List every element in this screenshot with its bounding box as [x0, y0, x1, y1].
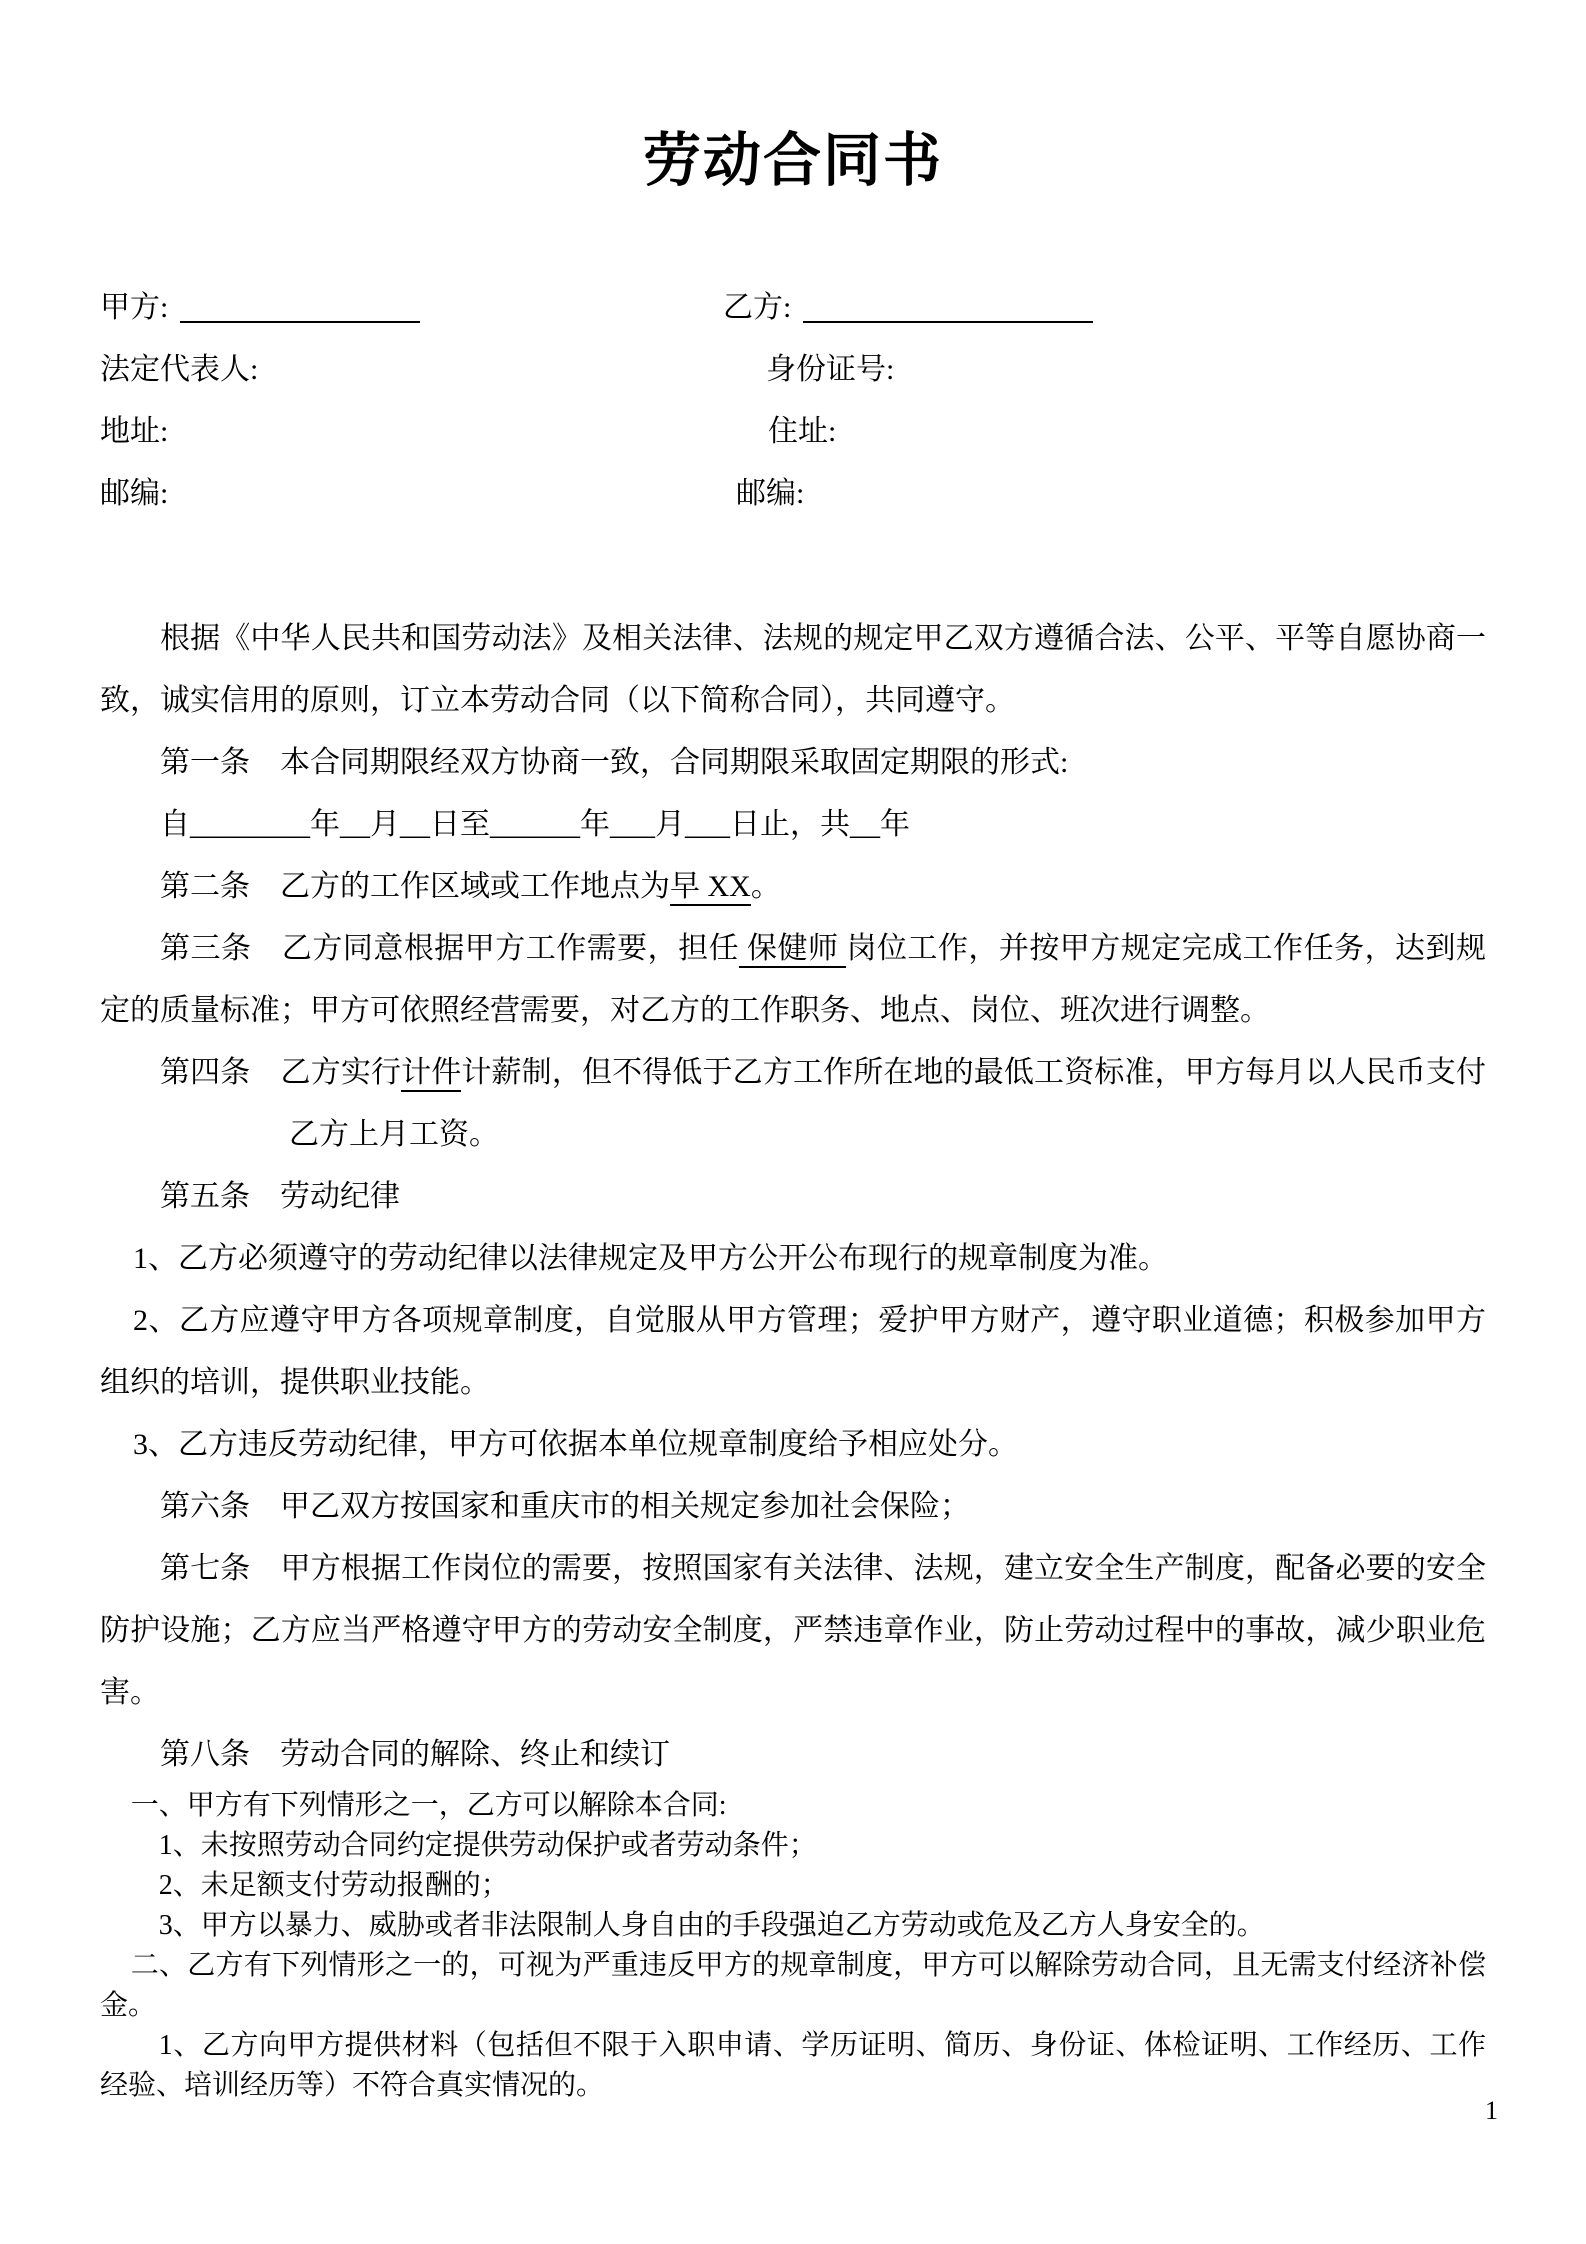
- intro-paragraph: 根据《中华人民共和国劳动法》及相关法律、法规的规定甲乙双方遵循合法、公平、平等自愿协商一致，诚实信用的原则，订立本劳动合同（以下简称合同），共同遵守。: [100, 621, 1486, 717]
- contract-body: [100, 608, 1486, 1786]
- clause-5: 第五条 劳动纪律: [160, 1179, 400, 1213]
- party-b-group: [723, 282, 1093, 326]
- clause-7: 第七条 甲方根据工作岗位的需要，按照国家有关法律、法规，建立安全生产制度，配备必要的安全防护设施；乙方应当严格遵守甲方的劳动安全制度，严禁违章作业，防止劳动过程中的事故，减少职业危害。: [100, 1551, 1486, 1709]
- clause-8-detail-section: [100, 1786, 1486, 2106]
- parties-header: [100, 282, 1486, 530]
- clause-6: 第六条 甲乙双方按国家和重庆市的相关规定参加社会保险；: [160, 1489, 970, 1523]
- clause-4: [100, 1042, 1486, 1166]
- section-1-item-3: 3、甲方以暴力、威胁或者非法限制人身自由的手段强迫乙方劳动或危及乙方人身安全的。: [158, 1909, 1265, 1941]
- party-row-names: [100, 282, 1486, 344]
- clause-2-end: 。: [750, 869, 781, 903]
- clause-2: [100, 856, 1486, 918]
- contract-term-line: 自________年__月__日至______年___月___日止，共__年: [160, 807, 910, 841]
- clause-5-item-1: 1、乙方必须遵守的劳动纪律以法律规定及甲方公开公布现行的规章制度为准。: [133, 1241, 1168, 1275]
- clause-1: 第一条 本合同期限经双方协商一致，合同期限采取固定期限的形式:: [160, 745, 1069, 779]
- clause-4-pay-type-value: 计件: [401, 1056, 461, 1092]
- clause-2-text: 第二条 乙方的工作区域或工作地点为: [160, 869, 670, 903]
- clause-2-workplace-value: 早 XX: [670, 870, 751, 906]
- clause-4-text: 第四条 乙方实行: [160, 1055, 402, 1089]
- legal-rep-label: 法定代表人:: [100, 352, 259, 386]
- section-1-heading: 一、甲方有下列情形之一，乙方可以解除本合同:: [130, 1789, 727, 1821]
- party-row-address: [100, 406, 1486, 468]
- party-row-zip: [100, 468, 1486, 530]
- section-1-item-2: 2、未足额支付劳动报酬的；: [158, 1869, 509, 1901]
- party-b-blank-line: [803, 291, 1093, 323]
- party-a-label: 甲方:: [100, 290, 169, 324]
- party-row-rep-id: [100, 344, 1486, 406]
- clause-5-item-3: 3、乙方违反劳动纪律，甲方可依据本单位规章制度给予相应处分。: [133, 1427, 1018, 1461]
- clause-3-text: 第三条 乙方同意根据甲方工作需要，担任: [160, 931, 740, 965]
- party-a-blank-line: [180, 291, 420, 323]
- section-2-heading: 二、乙方有下列情形之一的，可视为严重违反甲方的规章制度，甲方可以解除劳动合同，且无需支付经济补偿金。: [100, 1949, 1486, 2021]
- clause-4-end: 计薪制，但不得低于乙方工作所在地的最低工资标准，甲方每月以人民币支付乙方上月工资。: [289, 1055, 1487, 1151]
- document-title: 劳动合同书: [642, 128, 943, 193]
- zip-a-label: 邮编:: [100, 476, 169, 510]
- party-b-label: 乙方:: [723, 290, 792, 324]
- section-2-item-1: 1、乙方向甲方提供材料（包括但不限于入职申请、学历证明、简历、身份证、体检证明、工作经历、工作经验、培训经历等）不符合真实情况的。: [100, 2029, 1486, 2101]
- clause-3-position-value: 保健师: [739, 932, 846, 968]
- address-a-label: 地址:: [100, 414, 169, 448]
- clause-3: [100, 918, 1486, 1042]
- zip-b-label: 邮编:: [736, 476, 805, 510]
- address-b-label: 住址:: [768, 414, 837, 448]
- section-1-item-1: 1、未按照劳动合同约定提供劳动保护或者劳动条件；: [158, 1829, 817, 1861]
- page-number: 1: [1485, 2096, 1498, 2125]
- clause-8: 第八条 劳动合同的解除、终止和续订: [160, 1737, 670, 1771]
- id-number-label: 身份证号:: [766, 352, 895, 386]
- clause-5-item-2: 2、乙方应遵守甲方各项规章制度，自觉服从甲方管理；爱护甲方财产，遵守职业道德；积极参加甲方组织的培训，提供职业技能。: [100, 1303, 1486, 1399]
- clause-3-end: 岗位工作，并按甲方规定完成工作任务，达到规定的质量标准；甲方可依照经营需要，对乙方的工作职务、地点、岗位、班次进行调整。: [100, 931, 1487, 1027]
